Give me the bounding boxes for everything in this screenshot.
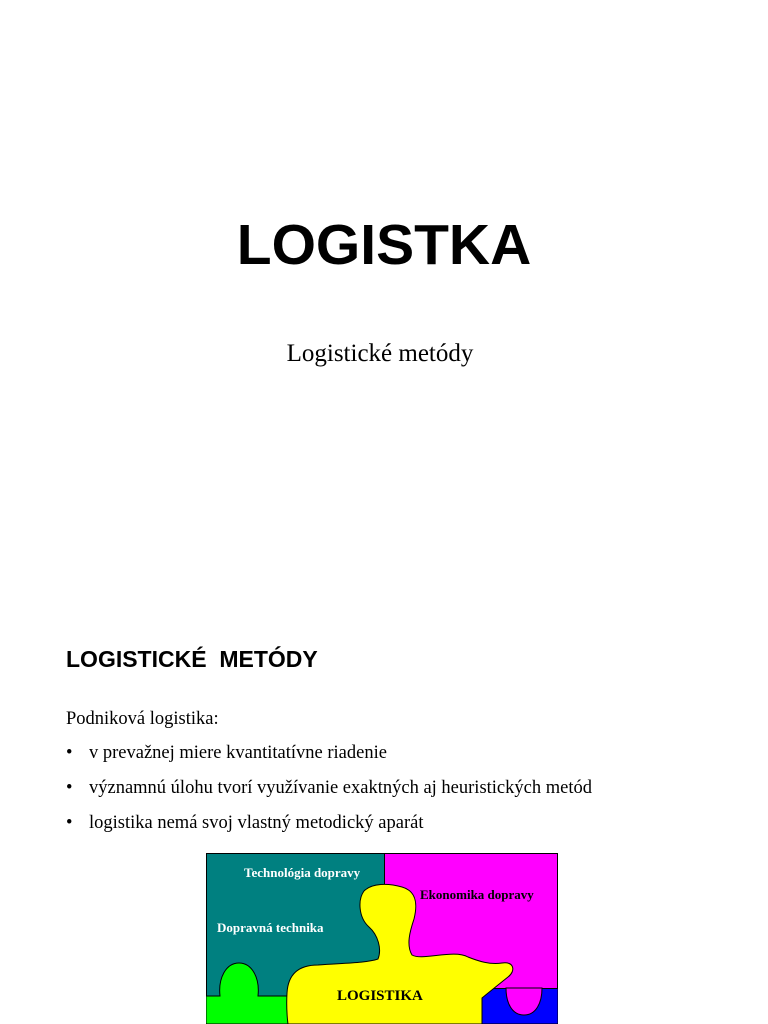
slide-title: LOGISTKA xyxy=(236,213,532,277)
intro-text: Podniková logistika: xyxy=(66,709,219,729)
list-item-text: v prevažnej miere kvantitatívne riadenie xyxy=(89,743,387,763)
list-item xyxy=(66,741,592,765)
list-item xyxy=(66,811,592,835)
bullet-icon: • xyxy=(66,778,73,798)
list-item-text: významnú úlohu tvorí využívanie exaktných aj heuristických metód xyxy=(89,778,592,798)
list-item-text: logistika nemá svoj vlastný metodický aparát xyxy=(89,813,424,833)
slide-subtitle: Logistické metódy xyxy=(286,340,474,367)
list-item xyxy=(66,776,592,800)
label-logistika: LOGISTIKA xyxy=(337,988,423,1004)
bullet-icon: • xyxy=(66,813,73,833)
bullet-icon: • xyxy=(66,743,73,763)
puzzle-diagram xyxy=(206,853,558,1024)
section-heading: LOGISTICKÉ METÓDY xyxy=(66,646,318,672)
bullet-list xyxy=(66,741,592,846)
label-ekonomika-dopravy: Ekonomika dopravy xyxy=(420,887,534,902)
label-dopravna-technika: Dopravná technika xyxy=(217,920,324,935)
label-technologia-dopravy: Technológia dopravy xyxy=(244,865,361,880)
